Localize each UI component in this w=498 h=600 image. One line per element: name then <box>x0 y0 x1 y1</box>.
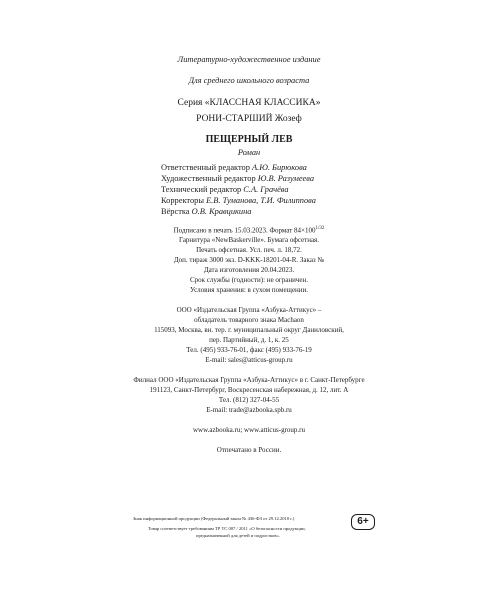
printed-in-russia: Отпечатано в России. <box>216 446 282 454</box>
publisher-email: E-mail: sales@atticus-group.ru <box>205 356 293 364</box>
credit-role: Ответственный редактор <box>161 163 250 172</box>
credit-line <box>161 185 289 194</box>
branch-email: E-mail: trade@azbooka.spb.ru <box>206 406 292 414</box>
series-name: Серия «КЛАССНАЯ КЛАССИКА» <box>177 98 321 108</box>
credit-name: О.В. Кравцикина <box>191 207 252 216</box>
date-line: Дата изготовления 20.04.2023. <box>203 266 295 274</box>
credit-line <box>161 196 316 205</box>
format-fraction: 1/32 <box>315 226 325 231</box>
credit-role: Вёрстка <box>161 207 190 216</box>
storage-line: Условия хранения: в сухом помещении. <box>189 286 309 294</box>
publisher-line: обладатель товарного знака Machaon <box>194 316 304 324</box>
edition-type: Литературно-художественное издание <box>177 55 321 64</box>
websites-line: www.azbooka.ru; www.atticus-group.ru <box>192 426 306 434</box>
book-genre: Роман <box>237 148 261 157</box>
credit-role: Технический редактор <box>161 185 242 194</box>
publisher-line: Тел. (495) 933-76-01, факс (495) 933-76-19 <box>186 346 312 354</box>
tr-line: Товар соответствует требованиям ТР ТС 007 / 2011 «О безопасности продукции, <box>148 526 306 531</box>
service-line: Срок службы (годности): не ограничен. <box>189 276 309 284</box>
credit-name: А.Ю. Бирюкова <box>252 163 307 172</box>
credit-line <box>161 207 251 216</box>
author-name: РОНИ-СТАРШИЙ Жозеф <box>196 114 302 124</box>
signed-line: Подписано в печать 15.03.2023. Формат $84\times 100^{1/32}$ <box>173 226 325 235</box>
branch-line: 191123, Санкт-Петербург, Воскресенская набережная, д. 12, лит. А <box>149 386 349 394</box>
publisher-line: ООО «Издательская Группа «Азбука-Аттикус» – <box>176 306 322 314</box>
law-line: Знак информационной продукции (Федеральный закон № 436-ФЗ от 29.12.2010 г.) <box>133 516 295 521</box>
book-title: ПЕЩЕРНЫЙ ЛЕВ <box>205 134 293 145</box>
run-line: Доп. тираж 3000 экз. D-KKK-18201-04-R. Заказ № <box>173 256 325 264</box>
publisher-line: 115093, Москва, вн. тер. г. муниципальный округ Даниловский, <box>154 326 344 334</box>
credit-name: Ю.В. Разумеева <box>257 174 315 183</box>
audience-label: Для среднего школьного возраста <box>188 76 310 85</box>
credit-role: Корректоры <box>161 196 204 205</box>
branch-line: Тел. (812) 327-04-55 <box>218 396 280 404</box>
credit-role: Художественный редактор <box>161 174 256 183</box>
sheets-line: Печать офсетная. Усл. печ. л. 18,72. <box>196 246 302 254</box>
tr-line: предназначенной для детей и подростков». <box>196 533 281 538</box>
age-rating-badge: 6+ <box>351 514 375 530</box>
credit-name: Е.В. Туманова, Т.И. Филиппова <box>206 196 316 205</box>
publisher-line: пер. Партийный, д. 1, к. 25 <box>209 336 289 344</box>
credit-name: С.А. Грачёва <box>243 185 289 194</box>
branch-line: Филиал ООО «Издательская Группа «Азбука-Аттикус» в г. Санкт-Петербурге <box>133 376 365 384</box>
font-line: Гарнитура «NewBaskerville». Бумага офсетная. <box>178 236 320 244</box>
credit-line <box>161 163 307 172</box>
credit-line <box>161 174 314 183</box>
